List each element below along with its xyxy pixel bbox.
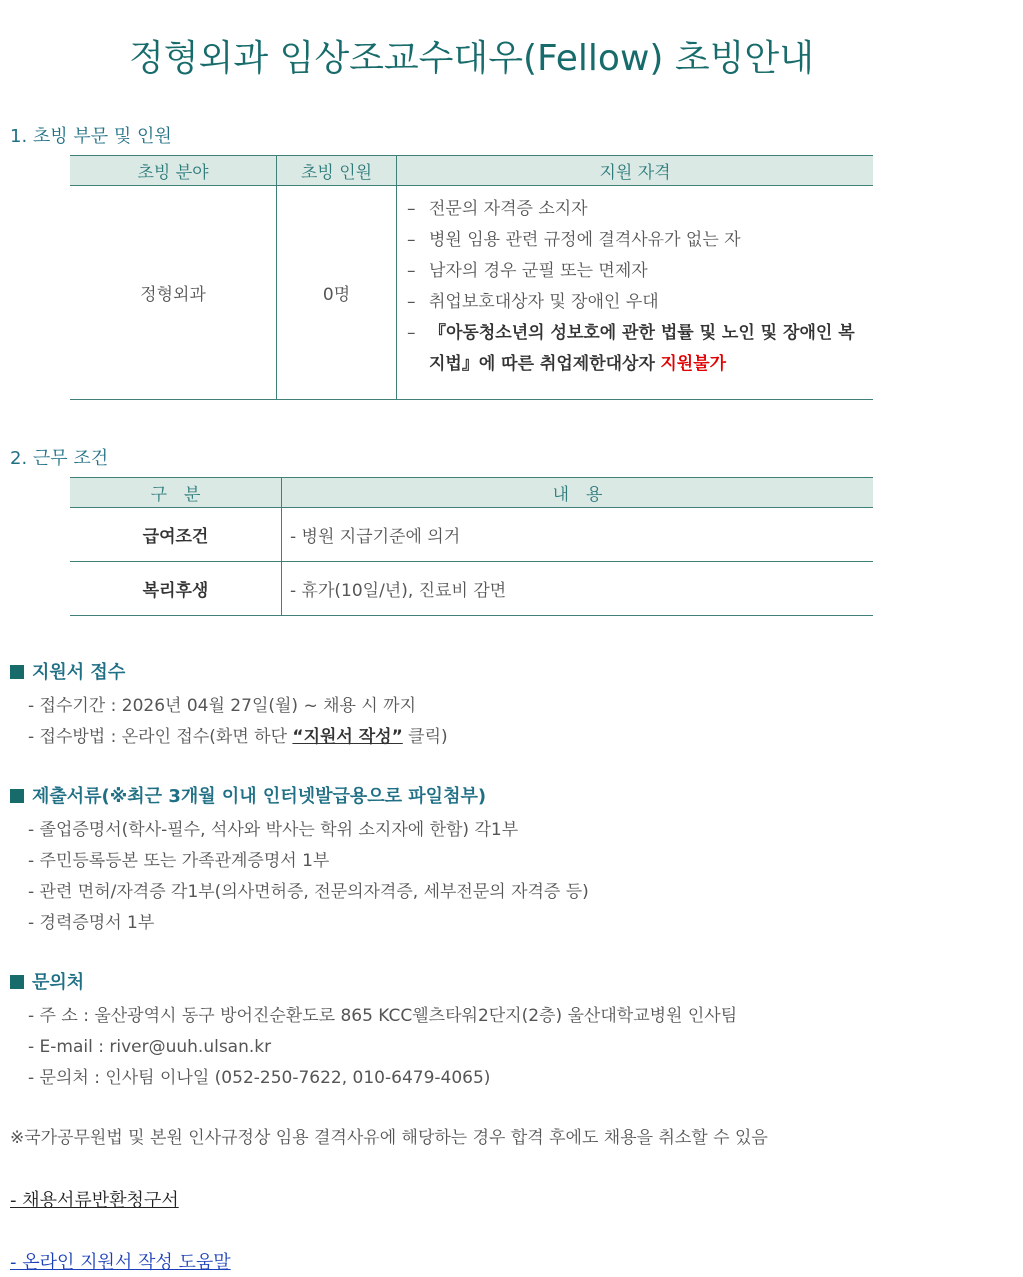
document-item: - 졸업증명서(학사-필수, 석사와 박사는 학위 소지자에 한함) 각1부 xyxy=(28,820,519,840)
qualification-item: – 전문의 자격증 소지자 xyxy=(407,199,588,219)
header-count: 초빙 인원 xyxy=(277,156,397,186)
apply-method: - 접수방법 : 온라인 접수(화면 하단 “지원서 작성” 클릭) xyxy=(28,727,448,747)
documents-section xyxy=(10,782,589,939)
page-title: 정형외과 임상조교수대우(Fellow) 초빙안내 xyxy=(129,38,814,79)
conditions-table xyxy=(70,477,873,616)
welfare-key: 복리후생 xyxy=(70,562,282,616)
header-qualification: 지원 자격 xyxy=(397,156,874,186)
document-item: - 주민등록등본 또는 가족관계증명서 1부 xyxy=(28,851,330,871)
section2-heading: 2. 근무 조건 xyxy=(10,448,109,469)
contact-section xyxy=(10,968,737,1094)
online-help-link[interactable]: - 온라인 지원서 작성 도움말 xyxy=(10,1252,231,1273)
header-content: 내 용 xyxy=(282,478,874,508)
document-item: - 관련 면허/자격증 각1부(의사면허증, 전문의자격증, 세부전문의 자격증 등) xyxy=(28,882,589,902)
recruitment-table xyxy=(70,155,873,400)
field-cell: 정형외과 xyxy=(70,186,277,400)
apply-section xyxy=(10,658,448,753)
square-bullet-icon xyxy=(10,665,24,679)
count-cell: 0명 xyxy=(277,186,397,400)
welfare-value: - 휴가(10일/년), 진료비 감면 xyxy=(282,562,874,616)
header-field: 초빙 분야 xyxy=(70,156,277,186)
apply-heading: 지원서 접수 xyxy=(10,658,448,684)
qualification-item: – 취업보호대상자 및 장애인 우대 xyxy=(407,292,659,312)
qualification-item: – 남자의 경우 군필 또는 면제자 xyxy=(407,261,648,281)
apply-period: - 접수기간 : 2026년 04월 27일(월) ~ 채용 시 까지 xyxy=(28,696,417,716)
salary-key: 급여조건 xyxy=(70,508,282,562)
write-application-link[interactable]: “지원서 작성” xyxy=(292,727,403,747)
qualification-cell xyxy=(397,186,874,400)
contact-email: - E-mail : river@uuh.ulsan.kr xyxy=(28,1037,272,1057)
contact-heading: 문의처 xyxy=(10,968,737,994)
return-request-link[interactable]: - 채용서류반환청구서 xyxy=(10,1190,179,1211)
section1-heading: 1. 초빙 부문 및 인원 xyxy=(10,126,172,147)
salary-value: - 병원 지급기준에 의거 xyxy=(282,508,874,562)
header-category: 구 분 xyxy=(70,478,282,508)
documents-heading: 제출서류(※최근 3개월 이내 인터넷발급용으로 파일첨부) xyxy=(10,782,589,808)
disqualification-note: ※국가공무원법 및 본원 인사규정상 임용 결격사유에 해당하는 경우 합격 후에도 채용을 취소할 수 있음 xyxy=(10,1128,768,1148)
square-bullet-icon xyxy=(10,975,24,989)
square-bullet-icon xyxy=(10,789,24,803)
contact-phone: - 문의처 : 인사팀 이나일 (052-250-7622, 010-6479-4065) xyxy=(28,1068,491,1088)
qualification-item: – 병원 임용 관련 규정에 결격사유가 없는 자 xyxy=(407,230,741,250)
qualification-item-restriction: – 『아동청소년의 성보호에 관한 법률 및 노인 및 장애인 복지법』에 따른 취업제한대상자 지원불가 xyxy=(407,323,855,374)
document-item: - 경력증명서 1부 xyxy=(28,913,155,933)
not-eligible-label: 지원불가 xyxy=(660,354,727,374)
contact-address: - 주 소 : 울산광역시 동구 방어진순환도로 865 KCC웰츠타워2단지(2층) 울산대학교병원 인사팀 xyxy=(28,1006,738,1026)
